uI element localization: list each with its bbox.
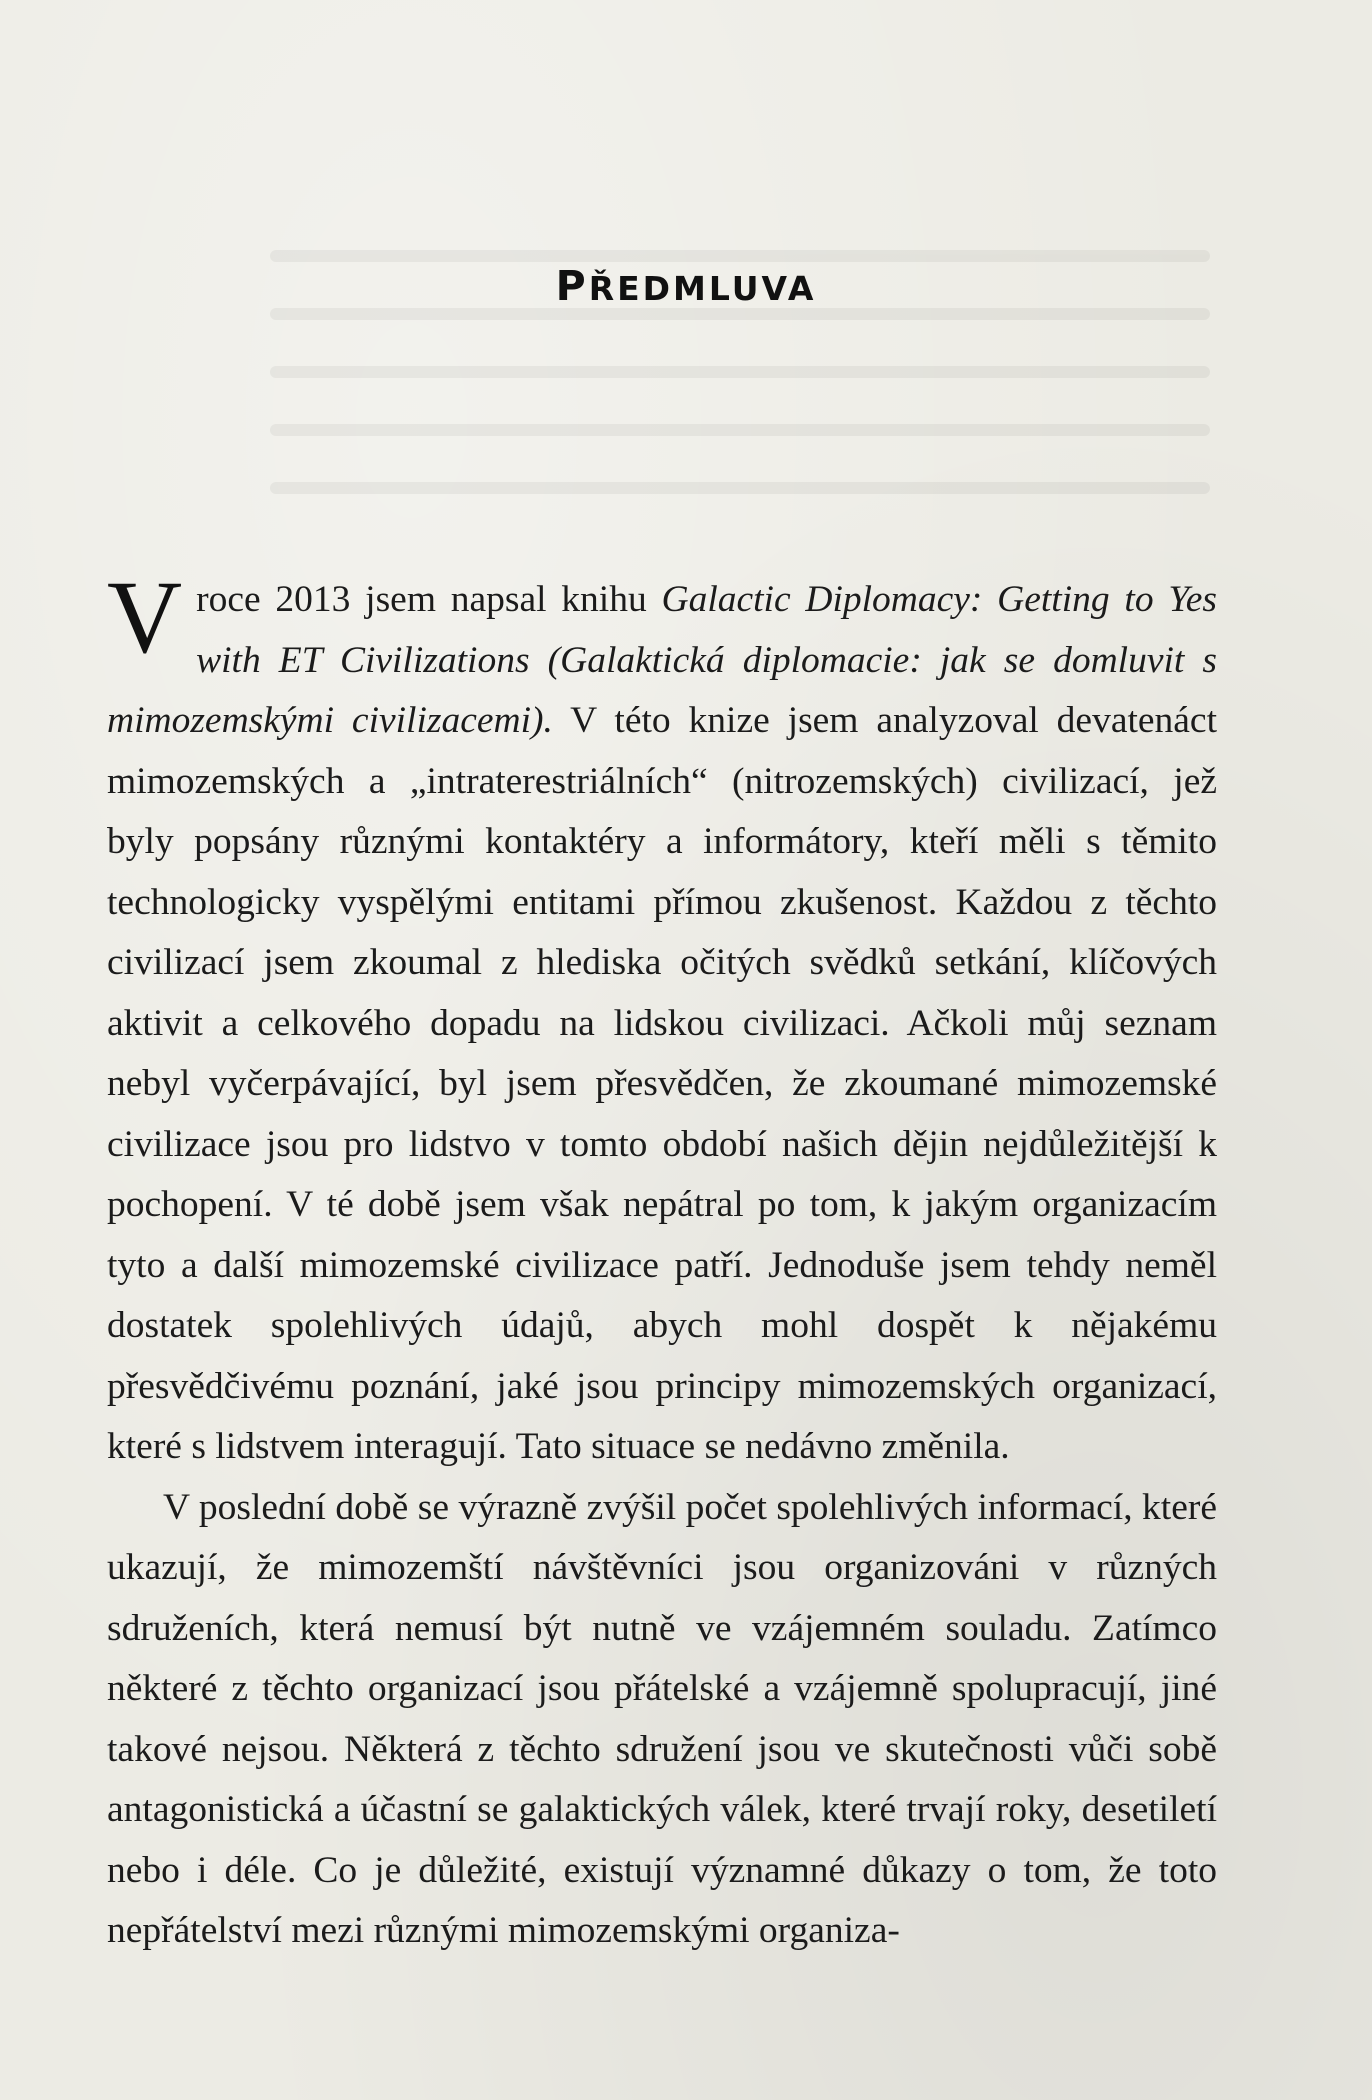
book-title: Galactic Diplomacy: Getting to Yes with ET Civilizations (Galaktická diplomacie: jak se domluvit s mimozemskými civilizacemi).	[107, 579, 1217, 741]
chapter-heading-initial: P	[555, 262, 589, 310]
chapter-heading-rest: ŘEDMLUVA	[588, 269, 817, 308]
paragraph-1-body: V této knize jsem analyzoval devatenáct mimozemských a „intraterestriálních“ (nitrozemských) civilizací, jež byly popsány různými kontaktéry a informátory, kteří měli s těmito technologicky vyspělými entitami přímou zkušenost. Každou z těchto civilizací jsem zkoumal z hlediska očitých svědků setkání, klíčových aktivit a celkového dopadu na lidskou civilizaci. Ačkoli můj seznam nebyl vyčerpávající, byl jsem přesvědčen, že zkoumané mimozemské civilizace jsou pro lidstvo v tomto období našich dějin nejdůležitější k pochopení. V té době jsem však nepátral po tom, k jakým organizacím tyto a další mimozemské civilizace patří. Jednoduše jsem tehdy neměl dostatek spolehlivých údajů, abych mohl dospět k nějakému přesvědčivému poznání, jaké jsou principy mimozemských organizací, které s lidstvem interagují. Tato situace se nedávno změnila.	[107, 700, 1217, 1467]
drop-cap: V	[107, 560, 183, 675]
paragraph-1	[107, 560, 1217, 1478]
paragraph-2: V poslední době se výrazně zvýšil počet spolehlivých informací, které ukazují, že mimozemští návštěvníci jsou organizováni v různých sdruženích, která nemusí být nutně ve vzájemném souladu. Zatímco některé z těchto organizací jsou přátelské a vzájemně spolupracují, jiné takové nejsou. Některá z těchto sdružení jsou ve skutečnosti vůči sobě antagonistická a účastní se galaktických válek, které trvají roky, desetiletí nebo i déle. Co je důležité, existují významné důkazy o tom, že toto nepřátelství mezi různými mimozemskými organiza-	[107, 1486, 1217, 1951]
body-text	[107, 560, 1217, 1962]
chapter-heading	[0, 262, 1372, 310]
paragraph-1-intro: roce 2013 jsem napsal knihu	[196, 579, 662, 620]
bleed-through-running-head	[115, 118, 1205, 148]
